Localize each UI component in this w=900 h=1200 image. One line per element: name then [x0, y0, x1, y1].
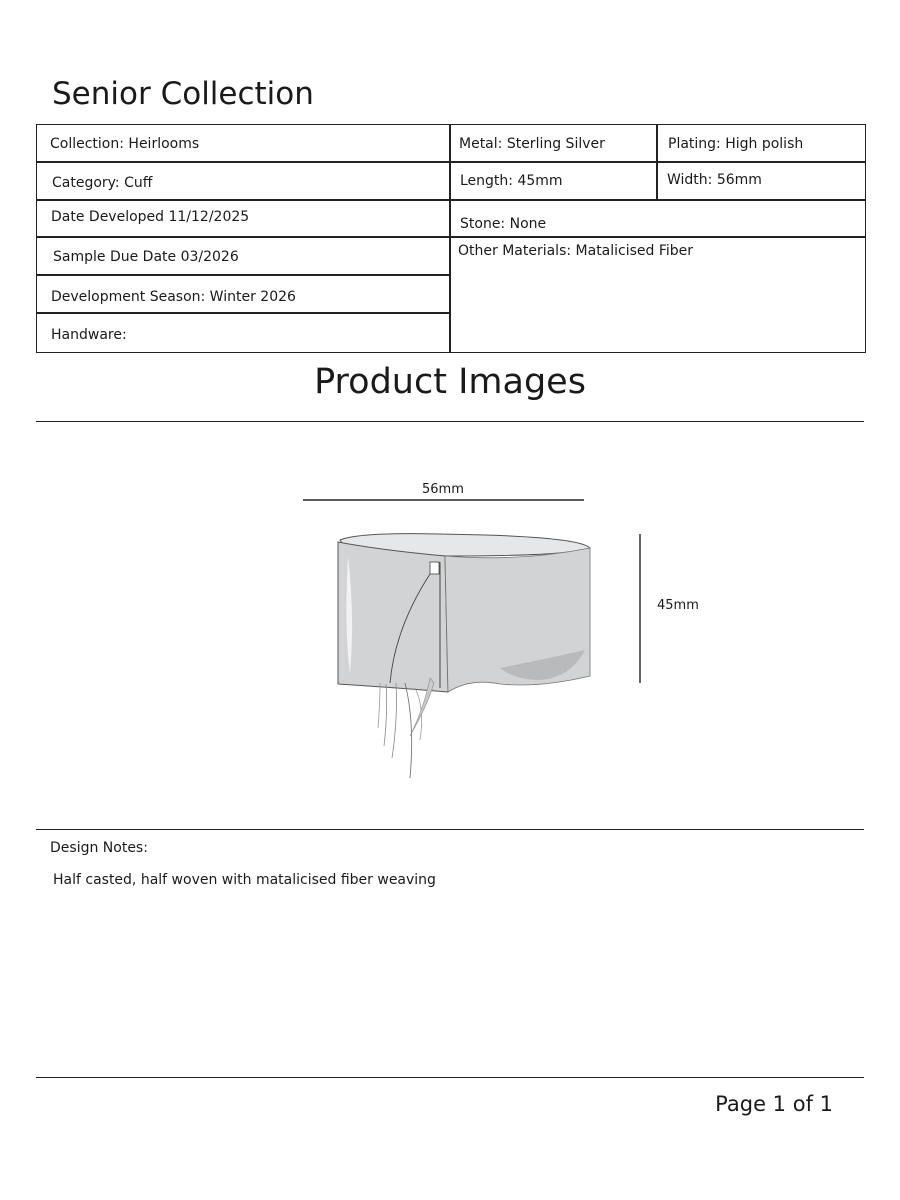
spec-cell-hardware: [36, 312, 451, 353]
spec-cell-other-materials: [449, 236, 866, 353]
footer-divider: [36, 1077, 864, 1078]
spec-cell-collection: [36, 124, 451, 163]
other-materials-label: Other Materials: Matalicised Fiber: [458, 243, 694, 259]
length-label: Length: 45mm: [460, 173, 563, 189]
date-developed-label: Date Developed 11/12/2025: [51, 209, 250, 225]
product-images-heading: Product Images: [314, 362, 586, 402]
page-title: Senior Collection: [52, 76, 314, 112]
cuff-drawing: [300, 478, 720, 798]
spec-cell-metal: [449, 124, 658, 163]
sample-due-label: Sample Due Date 03/2026: [53, 249, 239, 265]
spec-table: [36, 124, 866, 353]
design-notes-text: Half casted, half woven with matalicised fiber weaving: [53, 872, 436, 888]
collection-label: Collection: Heirlooms: [50, 136, 200, 152]
stone-label: Stone: None: [460, 216, 547, 232]
width-dimension-label: 56mm: [422, 482, 464, 497]
spec-cell-category: [36, 161, 451, 201]
section-divider-notes: [36, 829, 864, 830]
metal-label: Metal: Sterling Silver: [459, 136, 605, 152]
width-label: Width: 56mm: [667, 172, 762, 188]
spec-cell-stone: [449, 199, 866, 238]
spec-cell-plating: [656, 124, 866, 163]
spec-cell-width: [656, 161, 866, 201]
season-label: Development Season: Winter 2026: [51, 289, 296, 305]
spec-cell-date-developed: [36, 199, 451, 238]
height-dimension-label: 45mm: [657, 598, 699, 613]
category-label: Category: Cuff: [52, 175, 153, 191]
design-notes-label: Design Notes:: [50, 840, 148, 856]
product-illustration: [300, 478, 720, 798]
section-divider-top: [36, 421, 864, 422]
plating-label: Plating: High polish: [668, 136, 804, 152]
hardware-label: Handware:: [51, 327, 127, 343]
spec-cell-length: [449, 161, 658, 201]
spec-cell-sample-due: [36, 236, 451, 276]
page-number: Page 1 of 1: [715, 1092, 833, 1116]
spec-cell-season: [36, 274, 451, 314]
